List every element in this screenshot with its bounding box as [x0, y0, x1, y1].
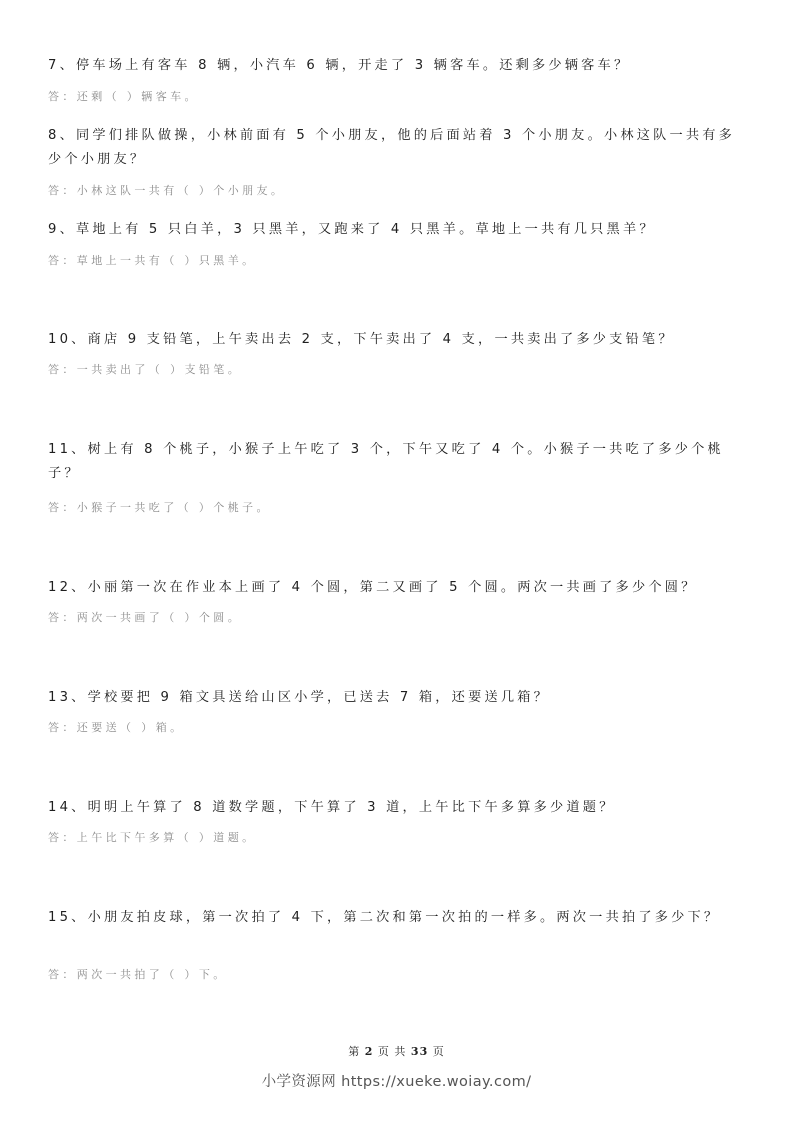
page-total: 33	[410, 1045, 429, 1058]
question-9: 9、草地上有 5 只白羊，3 只黑羊，又跑来了 4 只黑羊。草地上一共有几只黑羊？	[48, 222, 656, 237]
question-13: 13、学校要把 9 箱文具送给山区小学，已送去 7 箱，还要送几箱？	[48, 690, 551, 705]
answer-9: 答：草地上一共有（ ）只黑羊。	[48, 254, 257, 267]
question-8: 8、同学们排队做操，小林前面有 5 个小朋友，他的后面站着 3 个小朋友。小林这队一共有多少个小朋友？	[48, 128, 736, 167]
answer-11: 答：小猴子一共吃了（ ）个桃子。	[48, 501, 271, 514]
question-7: 7、停车场上有客车 8 辆，小汽车 6 辆，开走了 3 辆客车。还剩多少辆客车？	[48, 58, 631, 73]
answer-12: 答：两次一共画了（ ）个圆。	[48, 611, 243, 624]
answer-15: 答：两次一共拍了（ ）下。	[48, 968, 228, 981]
site-watermark: 小学资源网 https://xueke.woiay.com/	[261, 1074, 532, 1090]
page-middle: 页 共	[377, 1045, 407, 1058]
question-11: 11、树上有 8 个桃子，小猴子上午吃了 3 个，下午又吃了 4 个。小猴子一共吃了多少个桃子？	[48, 442, 724, 481]
answer-8: 答：小林这队一共有（ ）个小朋友。	[48, 184, 286, 197]
question-14: 14、明明上午算了 8 道数学题，下午算了 3 道，上午比下午多算多少道题？	[48, 800, 616, 815]
question-12: 12、小丽第一次在作业本上画了 4 个圆，第二又画了 5 个圆。两次一共画了多少个圆？	[48, 580, 698, 595]
answer-10: 答：一共卖出了（ ）支铅笔。	[48, 363, 243, 376]
page-suffix: 页	[432, 1045, 445, 1058]
answer-13: 答：还要送（ ）箱。	[48, 721, 185, 734]
answer-14: 答：上午比下午多算（ ）道题。	[48, 831, 257, 844]
page-number	[0, 1043, 793, 1059]
answer-7: 答：还剩（ ）辆客车。	[48, 90, 199, 103]
question-10: 10、商店 9 支铅笔，上午卖出去 2 支，下午卖出了 4 支，一共卖出了多少支铅笔？	[48, 332, 675, 347]
page-prefix: 第	[348, 1045, 361, 1058]
page-current: 2	[364, 1045, 374, 1058]
question-15: 15、小朋友拍皮球，第一次拍了 4 下，第二次和第一次拍的一样多。两次一共拍了多少下？	[48, 910, 721, 925]
